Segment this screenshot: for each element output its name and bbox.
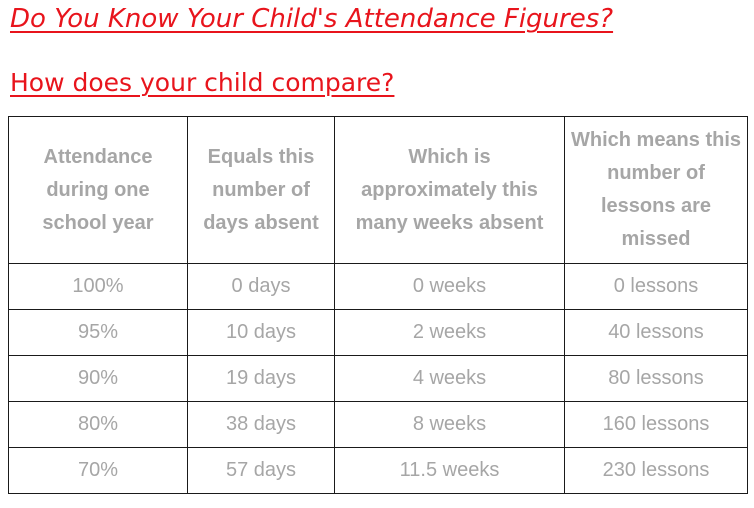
table-row — [9, 448, 748, 494]
cell-attendance: 90% — [9, 356, 188, 402]
cell-attendance: 70% — [9, 448, 188, 494]
cell-lessons-missed: 230 lessons — [565, 448, 748, 494]
table-header-row — [9, 117, 748, 264]
table-row — [9, 310, 748, 356]
cell-lessons-missed: 80 lessons — [565, 356, 748, 402]
cell-attendance: 95% — [9, 310, 188, 356]
cell-days-absent: 57 days — [188, 448, 335, 494]
cell-weeks-absent: 0 weeks — [335, 264, 565, 310]
header-attendance: Attendance during one school year — [9, 117, 188, 264]
header-weeks-absent: Which is approximately this many weeks absent — [335, 117, 565, 264]
table-row — [9, 356, 748, 402]
cell-days-absent: 19 days — [188, 356, 335, 402]
cell-weeks-absent: 11.5 weeks — [335, 448, 565, 494]
table-row — [9, 402, 748, 448]
cell-days-absent: 0 days — [188, 264, 335, 310]
cell-weeks-absent: 8 weeks — [335, 402, 565, 448]
cell-days-absent: 10 days — [188, 310, 335, 356]
cell-weeks-absent: 2 weeks — [335, 310, 565, 356]
table-row — [9, 264, 748, 310]
cell-lessons-missed: 40 lessons — [565, 310, 748, 356]
page-title: Do You Know Your Child's Attendance Figures? — [10, 4, 614, 34]
cell-weeks-absent: 4 weeks — [335, 356, 565, 402]
cell-lessons-missed: 160 lessons — [565, 402, 748, 448]
cell-attendance: 100% — [9, 264, 188, 310]
cell-attendance: 80% — [9, 402, 188, 448]
header-days-absent: Equals this number of days absent — [188, 117, 335, 264]
cell-lessons-missed: 0 lessons — [565, 264, 748, 310]
page-subtitle: How does your child compare? — [10, 68, 395, 97]
cell-days-absent: 38 days — [188, 402, 335, 448]
header-lessons-missed: Which means this number of lessons are missed — [565, 117, 748, 264]
attendance-table — [8, 116, 748, 494]
